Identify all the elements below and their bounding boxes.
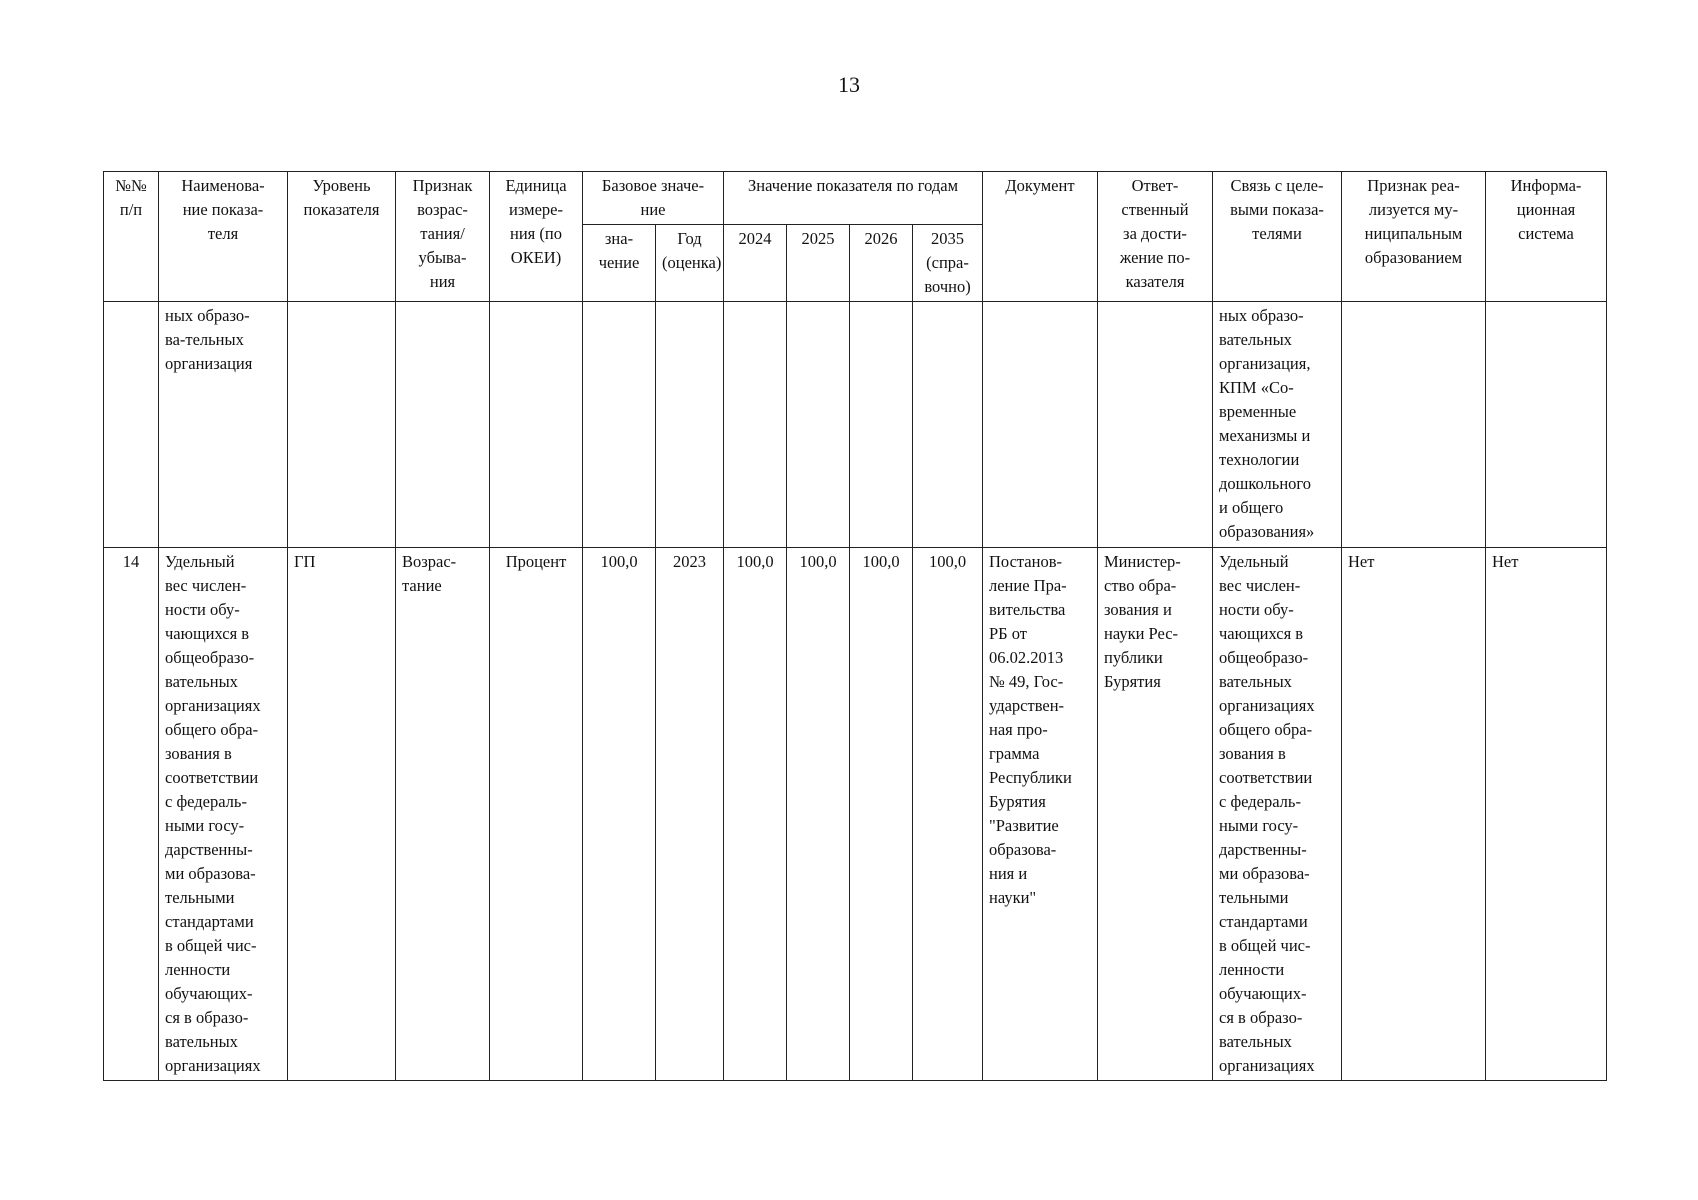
- text-line: Постанов-: [989, 552, 1063, 571]
- cell-trend: [396, 548, 490, 1081]
- text-line: "Развитие: [989, 816, 1059, 835]
- text-line: Удельный: [165, 552, 235, 571]
- text-line: организация,: [1219, 354, 1311, 373]
- text-line: ние: [640, 200, 666, 219]
- text-line: Бурятия: [989, 792, 1046, 811]
- header-row-1: [104, 172, 1607, 225]
- text-line: теля: [207, 224, 239, 243]
- header-responsible: [1098, 172, 1213, 302]
- text-line: №№: [115, 176, 147, 195]
- text-line: Республики: [989, 768, 1072, 787]
- text-line: показателя: [303, 200, 380, 219]
- cell-info-system: [1486, 302, 1607, 548]
- text-line: зования в: [1219, 744, 1286, 763]
- cell-level: ГП: [288, 548, 396, 1081]
- text-line: ния: [429, 272, 456, 291]
- text-line: зования в: [165, 744, 232, 763]
- text-line: Базовое значе-: [601, 176, 705, 195]
- text-line: убыва-: [418, 248, 467, 267]
- text-line: ных образо-: [165, 306, 250, 325]
- text-line: ленности: [1219, 960, 1285, 979]
- text-line: общего обра-: [165, 720, 259, 739]
- header-2026: 2026: [850, 225, 913, 302]
- text-line: жение по-: [1119, 248, 1191, 267]
- text-line: тания/: [420, 224, 465, 243]
- text-line: дарственны-: [1219, 840, 1307, 859]
- header-trend: [396, 172, 490, 302]
- text-line: общего обра-: [1219, 720, 1313, 739]
- cell-2024: 100,0: [724, 548, 787, 1081]
- text-line: Признак: [412, 176, 473, 195]
- text-line: ми образова-: [1219, 864, 1310, 883]
- cell-num: [104, 302, 159, 548]
- text-line: Ответ-: [1131, 176, 1179, 195]
- cell-base-year: 2023: [656, 548, 724, 1081]
- text-line: РБ от: [989, 624, 1028, 643]
- text-line: с федераль-: [1219, 792, 1301, 811]
- header-name: [159, 172, 288, 302]
- text-line: механизмы и: [1219, 426, 1311, 445]
- text-line: Министер-: [1104, 552, 1181, 571]
- header-level: [288, 172, 396, 302]
- text-line: (спра-: [926, 253, 969, 272]
- cell-document: [983, 302, 1098, 548]
- text-line: вес числен-: [1219, 576, 1301, 595]
- text-line: ление Пра-: [989, 576, 1067, 595]
- cell-2026: 100,0: [850, 548, 913, 1081]
- text-line: ленности: [165, 960, 231, 979]
- text-line: ся в образо-: [165, 1008, 249, 1027]
- cell-link: [1213, 302, 1342, 548]
- header-2024: 2024: [724, 225, 787, 302]
- cell-2035: [913, 302, 983, 548]
- cell-2025: 100,0: [787, 548, 850, 1081]
- table-row: [104, 548, 1607, 1081]
- text-line: выми показа-: [1230, 200, 1324, 219]
- table-row: [104, 302, 1607, 548]
- cell-name: [159, 302, 288, 548]
- text-line: Единица: [505, 176, 567, 195]
- text-line: возрас-: [417, 200, 468, 219]
- header-base-year: [656, 225, 724, 302]
- text-line: соответствии: [1219, 768, 1313, 787]
- text-line: ности обу-: [1219, 600, 1294, 619]
- text-line: 06.02.2013: [989, 648, 1064, 667]
- text-line: обучающих-: [1219, 984, 1307, 1003]
- header-2035: [913, 225, 983, 302]
- text-line: ство обра-: [1104, 576, 1177, 595]
- header-2025: 2025: [787, 225, 850, 302]
- text-line: организация: [165, 354, 253, 373]
- header-municipal: [1342, 172, 1486, 302]
- text-line: вес числен-: [165, 576, 247, 595]
- text-line: Связь с целе-: [1230, 176, 1324, 195]
- header-unit: [490, 172, 583, 302]
- text-line: общеобразо-: [165, 648, 255, 667]
- text-line: организациях: [1219, 696, 1315, 715]
- text-line: соответствии: [165, 768, 259, 787]
- cell-responsible: [1098, 302, 1213, 548]
- cell-unit: [490, 302, 583, 548]
- text-line: публики: [1104, 648, 1163, 667]
- text-line: Год: [677, 229, 702, 248]
- text-line: временные: [1219, 402, 1297, 421]
- text-line: п/п: [119, 200, 143, 219]
- text-line: Информа-: [1510, 176, 1582, 195]
- text-line: ных образо-: [1219, 306, 1304, 325]
- text-line: ционная: [1516, 200, 1576, 219]
- text-line: дошкольного: [1219, 474, 1312, 493]
- text-line: вательных: [165, 1032, 238, 1051]
- indicators-table: [103, 171, 1607, 1081]
- text-line: ся в образо-: [1219, 1008, 1303, 1027]
- text-line: чающихся в: [165, 624, 250, 643]
- text-line: (оценка): [662, 253, 722, 272]
- text-line: чение: [598, 253, 640, 272]
- cell-document: [983, 548, 1098, 1081]
- text-line: вательных: [1219, 1032, 1292, 1051]
- text-line: вательных: [1219, 672, 1292, 691]
- cell-num: 14: [104, 548, 159, 1081]
- text-line: КПМ «Со-: [1219, 378, 1294, 397]
- text-line: Удельный: [1219, 552, 1289, 571]
- header-base-value: [583, 225, 656, 302]
- text-line: технологии: [1219, 450, 1300, 469]
- cell-2025: [787, 302, 850, 548]
- cell-level: [288, 302, 396, 548]
- text-line: тельными: [1219, 888, 1289, 907]
- text-line: ственный: [1121, 200, 1189, 219]
- text-line: вательных: [165, 672, 238, 691]
- text-line: ния (по: [510, 224, 562, 243]
- text-line: общеобразо-: [1219, 648, 1309, 667]
- text-line: тание: [402, 576, 442, 595]
- text-line: организациях: [1219, 1056, 1315, 1075]
- text-line: образования»: [1219, 522, 1315, 541]
- text-line: за дости-: [1123, 224, 1187, 243]
- cell-unit: Процент: [490, 548, 583, 1081]
- header-num: [104, 172, 159, 302]
- text-line: стандартами: [165, 912, 254, 931]
- text-line: зования и: [1104, 600, 1172, 619]
- cell-2026: [850, 302, 913, 548]
- header-info-system: [1486, 172, 1607, 302]
- text-line: ными госу-: [165, 816, 245, 835]
- cell-responsible: [1098, 548, 1213, 1081]
- text-line: ва-тельных: [165, 330, 244, 349]
- text-line: ние показа-: [182, 200, 264, 219]
- text-line: и общего: [1219, 498, 1284, 517]
- cell-base-value: [583, 302, 656, 548]
- text-line: Уровень: [312, 176, 371, 195]
- text-line: ударствен-: [989, 696, 1065, 715]
- header-document: Документ: [983, 172, 1098, 302]
- cell-base-value: 100,0: [583, 548, 656, 1081]
- text-line: ОКЕИ): [510, 248, 562, 267]
- cell-municipal: Нет: [1342, 548, 1486, 1081]
- cell-2024: [724, 302, 787, 548]
- text-line: ниципальным: [1364, 224, 1463, 243]
- text-line: казателя: [1125, 272, 1185, 291]
- header-base: [583, 172, 724, 225]
- text-line: грамма: [989, 744, 1040, 763]
- text-line: организациях: [165, 696, 261, 715]
- text-line: чающихся в: [1219, 624, 1304, 643]
- text-line: № 49, Гос-: [989, 672, 1064, 691]
- cell-link: [1213, 548, 1342, 1081]
- text-line: вательных: [1219, 330, 1292, 349]
- cell-info-system: Нет: [1486, 548, 1607, 1081]
- text-line: ности обу-: [165, 600, 240, 619]
- text-line: стандартами: [1219, 912, 1308, 931]
- text-line: система: [1518, 224, 1574, 243]
- cell-base-year: [656, 302, 724, 548]
- text-line: измере-: [509, 200, 563, 219]
- header-link: [1213, 172, 1342, 302]
- text-line: науки Рес-: [1104, 624, 1179, 643]
- text-line: ными госу-: [1219, 816, 1299, 835]
- text-line: образованием: [1364, 248, 1463, 267]
- text-line: тельными: [165, 888, 235, 907]
- text-line: ния и: [989, 864, 1028, 883]
- text-line: вительства: [989, 600, 1066, 619]
- text-line: ми образова-: [165, 864, 256, 883]
- text-line: телями: [1252, 224, 1302, 243]
- text-line: Признак реа-: [1367, 176, 1460, 195]
- text-line: зна-: [604, 229, 634, 248]
- text-line: ная про-: [989, 720, 1048, 739]
- text-line: Наименова-: [181, 176, 265, 195]
- text-line: науки": [989, 888, 1037, 907]
- text-line: Возрас-: [402, 552, 457, 571]
- header-years-group: Значение показателя по годам: [724, 172, 983, 225]
- text-line: 2035: [931, 229, 964, 248]
- text-line: в общей чис-: [1219, 936, 1311, 955]
- text-line: с федераль-: [165, 792, 247, 811]
- cell-trend: [396, 302, 490, 548]
- text-line: лизуется му-: [1368, 200, 1459, 219]
- text-line: обучающих-: [165, 984, 253, 1003]
- text-line: образова-: [989, 840, 1057, 859]
- text-line: дарственны-: [165, 840, 253, 859]
- text-line: Бурятия: [1104, 672, 1161, 691]
- text-line: вочно): [924, 277, 971, 296]
- cell-2035: 100,0: [913, 548, 983, 1081]
- text-line: организациях: [165, 1056, 261, 1075]
- cell-municipal: [1342, 302, 1486, 548]
- page-number: 13: [838, 72, 860, 97]
- cell-name: [159, 548, 288, 1081]
- text-line: в общей чис-: [165, 936, 257, 955]
